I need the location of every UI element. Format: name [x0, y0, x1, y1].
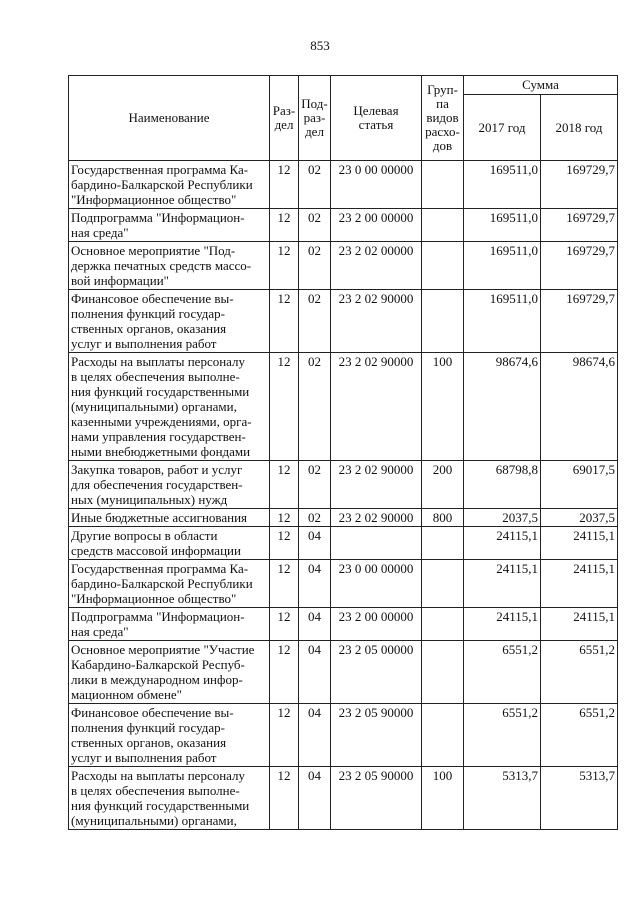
cell-sum-2017: 68798,8: [464, 461, 541, 509]
cell-gruppa: 100: [422, 767, 464, 830]
cell-podrazdel: 02: [299, 209, 331, 242]
cell-sum-2017: 2037,5: [464, 509, 541, 527]
table-header: [69, 76, 618, 161]
cell-sum-2018: 6551,2: [541, 704, 618, 767]
cell-sum-2017: 6551,2: [464, 641, 541, 704]
cell-celevaya: 23 2 02 90000: [331, 461, 422, 509]
header-gruppa: [422, 76, 464, 161]
cell-celevaya: 23 2 02 90000: [331, 509, 422, 527]
cell-podrazdel: 04: [299, 704, 331, 767]
header-podrazdel: [299, 76, 331, 161]
cell-sum-2017: 6551,2: [464, 704, 541, 767]
cell-sum-2017: 169511,0: [464, 161, 541, 209]
cell-gruppa: [422, 242, 464, 290]
cell-razdel: 12: [270, 608, 299, 641]
cell-gruppa: [422, 290, 464, 353]
cell-gruppa: 100: [422, 353, 464, 461]
cell-name: Основное мероприятие "Участие Кабардино-Балкарской Респуб- лики в международном инфор- мационном обмене": [69, 641, 270, 704]
cell-podrazdel: 02: [299, 353, 331, 461]
table-row: [69, 461, 618, 509]
header-year-2017: [464, 95, 541, 161]
cell-razdel: 12: [270, 161, 299, 209]
cell-gruppa: [422, 608, 464, 641]
cell-razdel: 12: [270, 509, 299, 527]
cell-celevaya: 23 0 00 00000: [331, 161, 422, 209]
cell-sum-2017: 98674,6: [464, 353, 541, 461]
header-razdel: [270, 76, 299, 161]
cell-razdel: 12: [270, 767, 299, 830]
table-body: [69, 161, 618, 830]
cell-sum-2018: 24115,1: [541, 560, 618, 608]
cell-gruppa: 800: [422, 509, 464, 527]
cell-name: Расходы на выплаты персоналу в целях обеспечения выполне- ния функций государственными (муниципальными) органами,: [69, 767, 270, 830]
cell-sum-2018: 169729,7: [541, 290, 618, 353]
cell-gruppa: 200: [422, 461, 464, 509]
header-gruppa-label: Груп- па видов расхо- дов: [425, 82, 460, 153]
cell-celevaya: 23 2 05 90000: [331, 767, 422, 830]
table-row: [69, 527, 618, 560]
header-name: [69, 76, 270, 161]
table-row: [69, 209, 618, 242]
table-row: [69, 353, 618, 461]
cell-razdel: 12: [270, 242, 299, 290]
cell-podrazdel: 02: [299, 290, 331, 353]
table-row: [69, 509, 618, 527]
cell-sum-2017: 169511,0: [464, 290, 541, 353]
cell-razdel: 12: [270, 353, 299, 461]
header-celevaya-label: Целевая статья: [353, 103, 399, 132]
cell-sum-2017: 169511,0: [464, 209, 541, 242]
cell-name: Расходы на выплаты персоналу в целях обеспечения выполне- ния функций государственными (муниципальными) органами, казенными учреждениями, орга- нами управления государствен- ными внебюджетными фондами: [69, 353, 270, 461]
page-number: 853: [310, 38, 330, 53]
cell-name: Другие вопросы в области средств массовой информации: [69, 527, 270, 560]
cell-sum-2018: 24115,1: [541, 608, 618, 641]
table-row: [69, 641, 618, 704]
cell-razdel: 12: [270, 704, 299, 767]
cell-name: Подпрограмма "Информацион- ная среда": [69, 608, 270, 641]
header-name-label: Наименование: [128, 110, 210, 125]
cell-gruppa: [422, 209, 464, 242]
header-celevaya: [331, 76, 422, 161]
header-year-2018-label: 2018 год: [555, 119, 603, 135]
cell-podrazdel: 02: [299, 461, 331, 509]
header-razdel-label: Раз- дел: [272, 103, 296, 132]
cell-sum-2018: 5313,7: [541, 767, 618, 830]
cell-sum-2017: 169511,0: [464, 242, 541, 290]
cell-celevaya: [331, 527, 422, 560]
cell-podrazdel: 02: [299, 509, 331, 527]
cell-name: Подпрограмма "Информацион- ная среда": [69, 209, 270, 242]
cell-razdel: 12: [270, 461, 299, 509]
table-row: [69, 608, 618, 641]
cell-name: Основное мероприятие "Под- держка печатных средств массо- вой информации": [69, 242, 270, 290]
budget-table: [68, 75, 618, 830]
cell-celevaya: 23 2 05 90000: [331, 704, 422, 767]
cell-sum-2018: 2037,5: [541, 509, 618, 527]
cell-podrazdel: 02: [299, 161, 331, 209]
header-summa: [464, 76, 618, 95]
cell-name: Государственная программа Ка- бардино-Балкарской Республики "Информационное общество": [69, 560, 270, 608]
cell-celevaya: 23 2 02 00000: [331, 242, 422, 290]
cell-podrazdel: 04: [299, 608, 331, 641]
cell-gruppa: [422, 641, 464, 704]
cell-razdel: 12: [270, 527, 299, 560]
table-row: [69, 704, 618, 767]
cell-sum-2017: 5313,7: [464, 767, 541, 830]
cell-name: Финансовое обеспечение вы- полнения функций государ- ственных органов, оказания услуг и выполнения работ: [69, 290, 270, 353]
cell-name: Финансовое обеспечение вы- полнения функций государ- ственных органов, оказания услуг и выполнения работ: [69, 704, 270, 767]
cell-podrazdel: 04: [299, 560, 331, 608]
cell-celevaya: 23 0 00 00000: [331, 560, 422, 608]
cell-sum-2018: 24115,1: [541, 527, 618, 560]
cell-razdel: 12: [270, 560, 299, 608]
cell-podrazdel: 04: [299, 641, 331, 704]
cell-razdel: 12: [270, 290, 299, 353]
cell-celevaya: 23 2 05 00000: [331, 641, 422, 704]
cell-name: Иные бюджетные ассигнования: [69, 509, 270, 527]
cell-sum-2018: 169729,7: [541, 242, 618, 290]
cell-gruppa: [422, 161, 464, 209]
cell-celevaya: 23 2 02 90000: [331, 290, 422, 353]
cell-sum-2018: 169729,7: [541, 209, 618, 242]
cell-celevaya: 23 2 02 90000: [331, 353, 422, 461]
table-row: [69, 560, 618, 608]
cell-sum-2017: 24115,1: [464, 527, 541, 560]
table-row: [69, 767, 618, 830]
cell-gruppa: [422, 704, 464, 767]
cell-gruppa: [422, 527, 464, 560]
cell-sum-2018: 98674,6: [541, 353, 618, 461]
cell-name: Государственная программа Ка- бардино-Балкарской Республики "Информационное общество": [69, 161, 270, 209]
table-row: [69, 242, 618, 290]
cell-podrazdel: 04: [299, 767, 331, 830]
cell-razdel: 12: [270, 641, 299, 704]
cell-podrazdel: 02: [299, 242, 331, 290]
cell-gruppa: [422, 560, 464, 608]
cell-podrazdel: 04: [299, 527, 331, 560]
cell-sum-2018: 169729,7: [541, 161, 618, 209]
cell-sum-2017: 24115,1: [464, 560, 541, 608]
header-year-2018: [541, 95, 618, 161]
table-row: [69, 290, 618, 353]
cell-sum-2018: 6551,2: [541, 641, 618, 704]
cell-celevaya: 23 2 00 00000: [331, 209, 422, 242]
cell-celevaya: 23 2 00 00000: [331, 608, 422, 641]
header-podrazdel-label: Под- раз- дел: [301, 96, 328, 139]
cell-razdel: 12: [270, 209, 299, 242]
header-summa-label: Сумма: [522, 77, 559, 92]
header-year-2017-label: 2017 год: [478, 119, 526, 135]
table-row: [69, 161, 618, 209]
cell-sum-2017: 24115,1: [464, 608, 541, 641]
cell-name: Закупка товаров, работ и услуг для обеспечения государствен- ных (муниципальных) нужд: [69, 461, 270, 509]
cell-sum-2018: 69017,5: [541, 461, 618, 509]
